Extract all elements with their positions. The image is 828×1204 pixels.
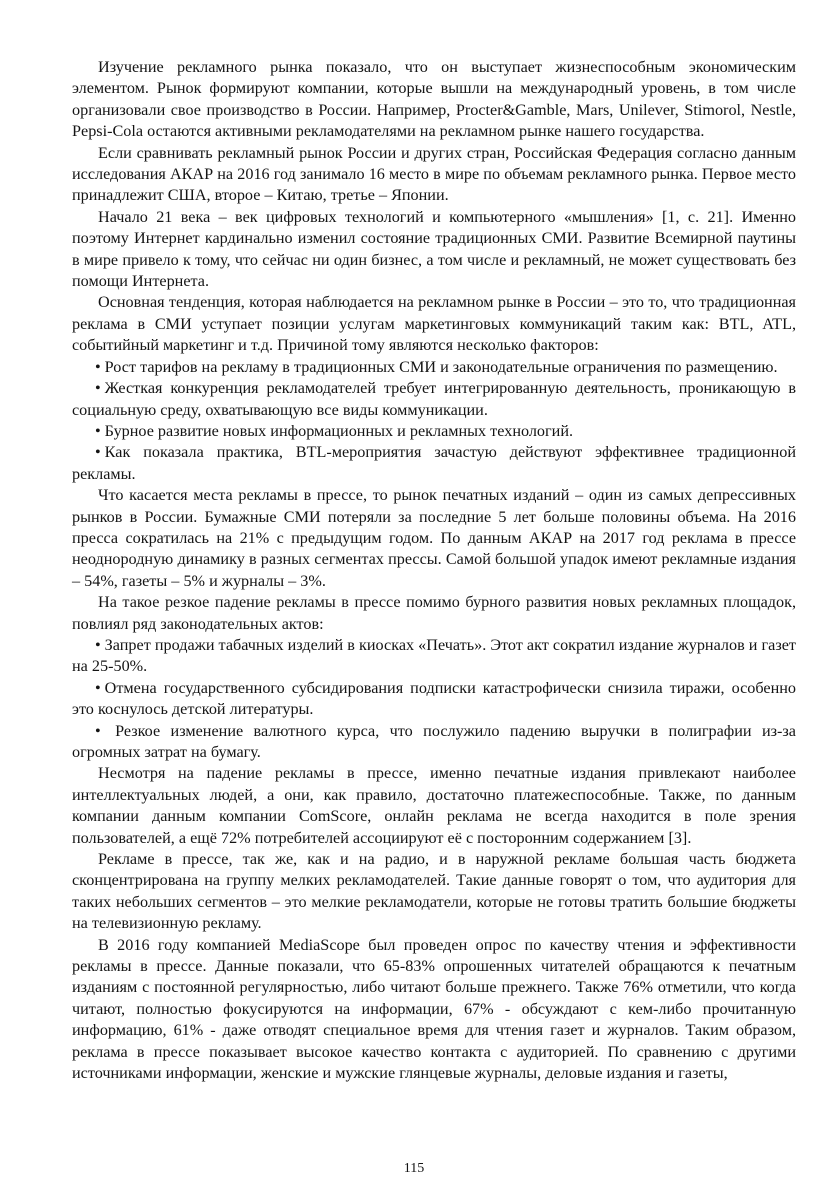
paragraph: Изучение рекламного рынка показало, что он выступает жизнеспособным экономическим элементом. Рынок формируют компании, которые вышли на международный уровень, в том числе организовали свое производство в России. Например, Procter&Gamble, Mars, Unilever, Stimorol, Nestle, Pepsi-Cola остаются активными рекламодателями на рекламном рынке нашего государства.	[72, 58, 796, 141]
bullet-marker: •	[95, 379, 101, 398]
bullet-item	[72, 678, 796, 721]
bullet-marker: •	[95, 635, 101, 654]
bullet-text: Запрет продажи табачных изделий в киосках «Печать». Этот акт сократил издание журналов и газет на 25-50%.	[72, 635, 796, 676]
bullet-marker: •	[95, 721, 101, 740]
bullet-item	[72, 421, 796, 442]
page-number: 115	[403, 1161, 425, 1176]
paragraph: На такое резкое падение рекламы в прессе помимо бурного развития новых рекламных площадок, повлиял ряд законодательных актов:	[72, 593, 796, 633]
bullet-text: Бурное развитие новых информационных и рекламных технологий.	[104, 421, 574, 440]
bullet-item	[72, 357, 796, 378]
bullet-text: Жесткая конкуренция рекламодателей требует интегрированную деятельность, проникающую в социальную среду, охватывающую все виды коммуникации.	[72, 379, 796, 419]
bullet-marker: •	[95, 443, 101, 462]
paragraph: Основная тенденция, которая наблюдается на рекламном рынке в России – это то, что традиционная реклама в СМИ уступает позиции услугам маркетинговых коммуникаций таким как: BTL, ATL, событийный маркетинг и т.д. Причиной тому являются несколько факторов:	[72, 293, 796, 355]
bullet-text: Отмена государственного субсидирования подписки катастрофически снизила тиражи, особенно это коснулось детской литературы.	[72, 678, 796, 719]
paragraph: Несмотря на падение рекламы в прессе, именно печатные издания привлекают наиболее интеллектуальных людей, а они, как правило, достаточно платежеспособные. Также, по данным компании данным компании ComScore, онлайн реклама не всегда находится в поле зрения пользователей, а ещё 72% потребителей ассоциируют её с посторонним содержанием [3].	[72, 764, 796, 847]
bullet-text: Резкое изменение валютного курса, что послужило падению выручки в полиграфии из-за огромных затрат на бумагу.	[72, 721, 796, 761]
paragraph: Рекламе в прессе, так же, как и на радио, и в наружной рекламе большая часть бюджета сконцентрирована на группу мелких рекламодателей. Такие данные говорят о том, что аудитория для таких небольших сегментов – это мелкие рекламодатели, которые не готовы тратить большие бюджеты на телевизионную рекламу.	[72, 850, 796, 933]
bullet-text: Рост тарифов на рекламу в традиционных СМИ и законодательные ограничения по размещению.	[104, 357, 778, 376]
paragraph: В 2016 году компанией MediaScope был проведен опрос по качеству чтения и эффективности рекламы в прессе. Данные показали, что 65-83% опрошенных читателей обращаются к печатным изданиям с постоянной регулярностью, либо читают больше прежнего. Также 76% отметили, что когда читают, полностью фокусируются на информации, 67% - обсуждают с кем-либо прочитанную информацию, 61% - даже отводят специальное время для чтения газет и журналов. Таким образом, реклама в прессе показывает высокое качество контакта с аудиторией. По сравнению с другими источниками информации, женские и мужские глянцевые журналы, деловые издания и газеты,	[72, 935, 796, 1083]
bullet-marker: •	[95, 357, 101, 376]
paragraph: Что касается места рекламы в прессе, то рынок печатных изданий – один из самых депрессивных рынков в России. Бумажные СМИ потеряли за последние 5 лет больше половины объема. На 2016 пресса сократилась на 21% с предыдущим годом. По данным АКАР на 2017 год реклама в прессе неоднородную динамику в разных сегментах прессы. Самой большой упадок имеют рекламные издания – 54%, газеты – 5% и журналы – 3%.	[72, 486, 796, 590]
page-body	[72, 57, 796, 1085]
bullet-marker: •	[95, 421, 101, 440]
bullet-item	[72, 721, 796, 764]
bullet-item	[72, 442, 796, 485]
bullet-marker: •	[95, 678, 101, 697]
paragraph: Если сравнивать рекламный рынок России и других стран, Российская Федерация согласно данным исследования АКАР на 2016 год занимало 16 место в мире по объемам рекламного рынка. Первое место принадлежит США, второе – Китаю, третье – Японии.	[72, 143, 796, 205]
bullet-text: Как показала практика, BTL-мероприятия зачастую действуют эффективнее традиционной рекламы.	[72, 443, 796, 483]
paragraph: Начало 21 века – век цифровых технологий и компьютерного «мышления» [1, с. 21]. Именно поэтому Интернет кардинально изменил состояние традиционных СМИ. Развитие Всемирной паутины в мире привело к тому, что сейчас ни один бизнес, а том числе и рекламный, не может существовать без помощи Интернета.	[72, 207, 796, 291]
bullet-item	[72, 635, 796, 678]
bullet-item	[72, 378, 796, 421]
